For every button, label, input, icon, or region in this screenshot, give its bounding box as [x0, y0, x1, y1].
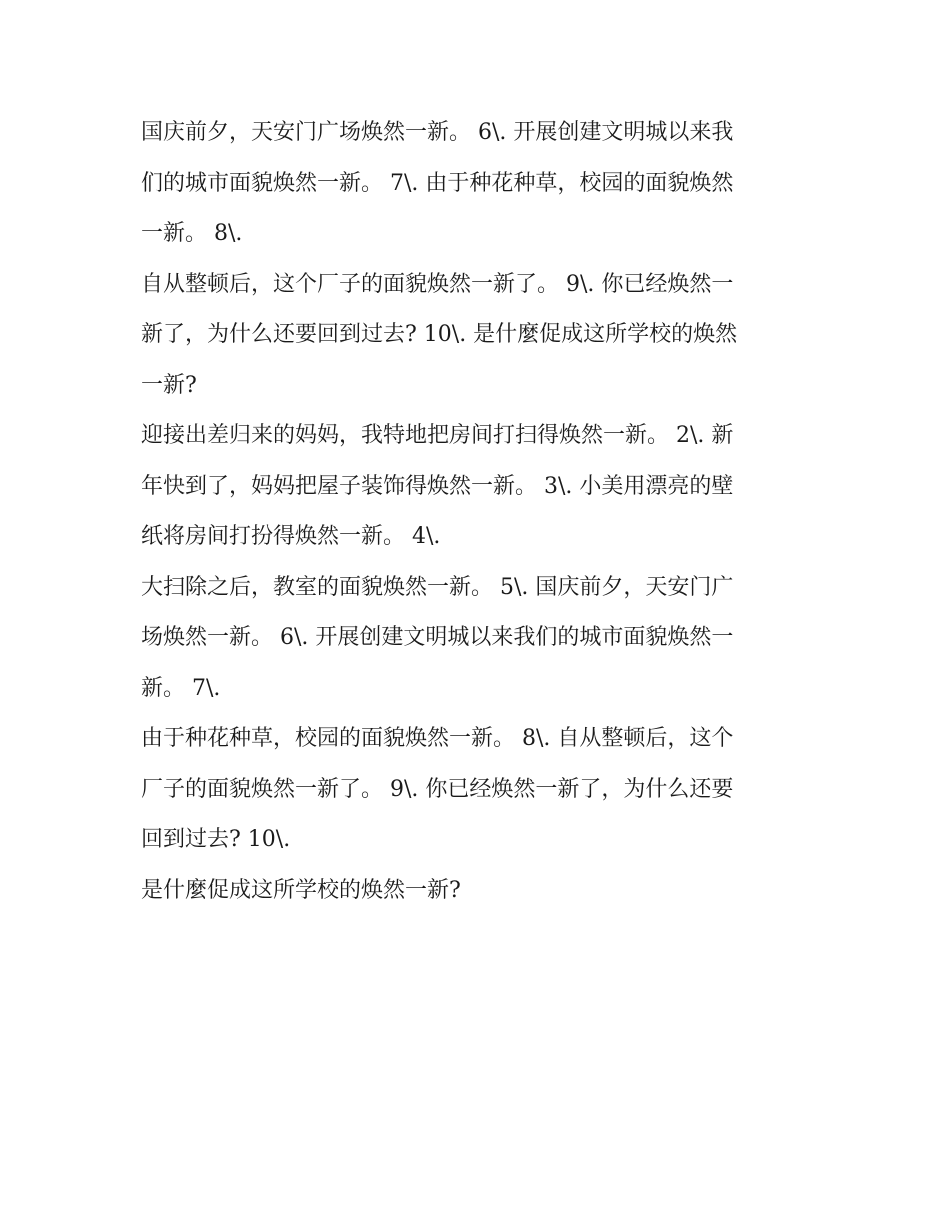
text-line: 大扫除之后，教室的面貌焕然一新。 5\. 国庆前夕，天安门广 [141, 574, 734, 600]
text-line: 迎接出差归来的妈妈，我特地把房间打扫得焕然一新。 2\. 新 [141, 423, 734, 448]
text-line: 纸将房间打扮得焕然一新。 4\. [141, 524, 441, 549]
text-line: 新了，为什么还要回到过去? 10\. 是什麼促成这所学校的焕然 [141, 322, 738, 347]
body-text [141, 108, 806, 916]
text-line: 回到过去? 10\. [141, 827, 291, 852]
text-line: 国庆前夕，天安门广场焕然一新。 6\. 开展创建文明城以来我 [141, 120, 734, 145]
text-line: 们的城市面貌焕然一新。 7\. 由于种花种草，校园的面貌焕然 [141, 170, 734, 196]
text-line: 一新? [141, 372, 197, 398]
text-line: 一新。 8\. [141, 221, 243, 246]
text-line: 由于种花种草，校园的面貌焕然一新。 8\. 自从整顿后，这个 [141, 726, 734, 751]
text-line: 自从整顿后，这个厂子的面貌焕然一新了。 9\. 你已经焕然一 [141, 271, 734, 297]
text-line: 年快到了，妈妈把屋子装饰得焕然一新。 3\. 小美用漂亮的壁 [141, 473, 734, 499]
text-line: 场焕然一新。 6\. 开展创建文明城以来我们的城市面貌焕然一 [141, 625, 734, 650]
text-line: 厂子的面貌焕然一新了。 9\. 你已经焕然一新了，为什么还要 [141, 776, 734, 802]
text-line: 是什麼促成这所学校的焕然一新? [141, 877, 461, 903]
text-line: 新。 7\. [141, 675, 221, 701]
